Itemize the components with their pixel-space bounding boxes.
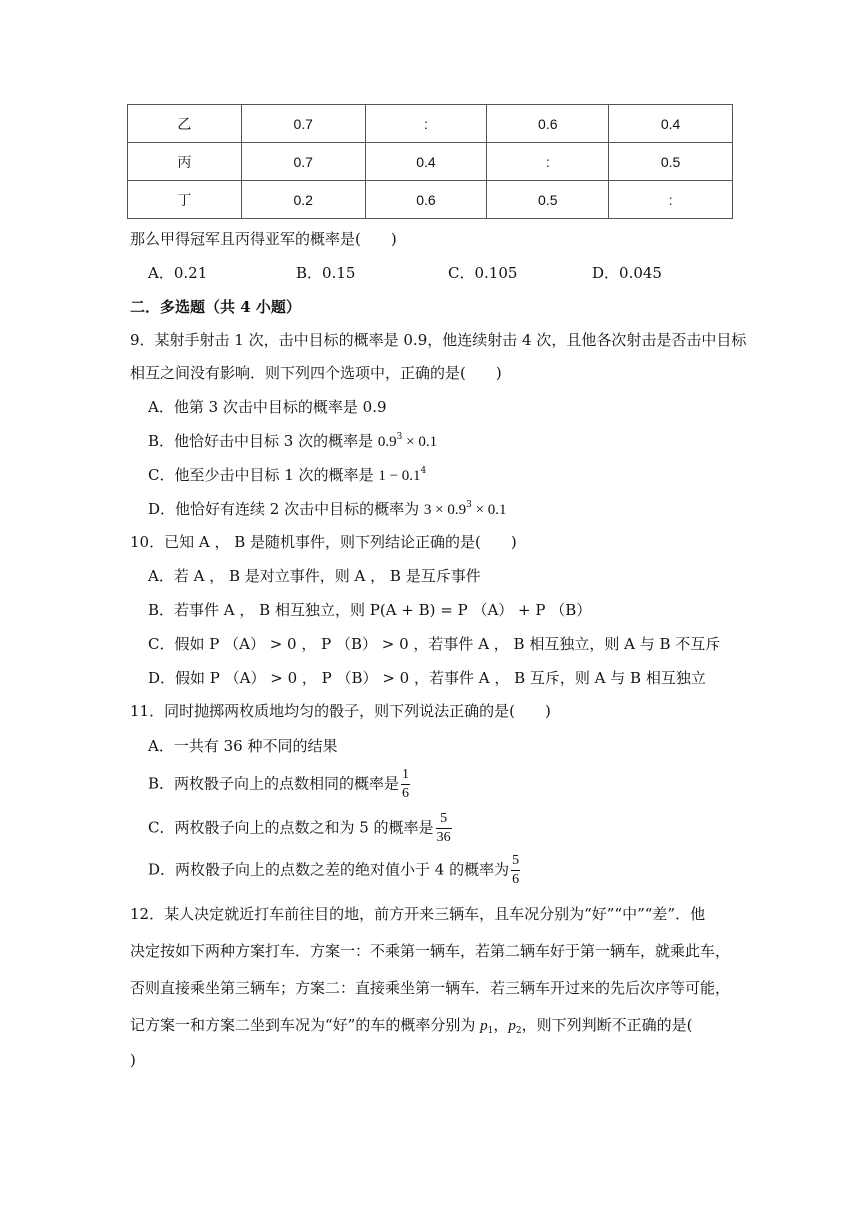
table-cell-player: 丙: [128, 143, 242, 181]
q9-option-d-text: D．他恰好有连续 2 次击中目标的概率为: [148, 500, 424, 518]
table-row: [128, 143, 733, 181]
fraction-numerator: 5: [511, 852, 520, 871]
q10-option-d: D．假如 P （A） > 0 ， P （B） > 0 ，若事件 A ， B 互斥，则 A 与 B 相互独立: [148, 669, 706, 687]
q9-option-b-text: B．他恰好击中目标 3 次的概率是: [148, 432, 378, 450]
q11-stem: 11．同时抛掷两枚质地均匀的骰子，则下列说法正确的是( ): [130, 702, 551, 720]
q9-option-d: [148, 499, 507, 520]
q12-line2: 决定按如下两种方案打车．方案一：不乘第一辆车，若第二辆车好于第一辆车，就乘此车，: [130, 942, 731, 960]
q11-option-c-text: C．两枚骰子向上的点数之和为 5 的概率是: [148, 818, 434, 837]
q8-stem: 那么甲得冠军且丙得亚军的概率是( ): [130, 230, 397, 248]
table-row: [128, 181, 733, 219]
q12-line4-tail: ，则下列判断不正确的是(: [521, 1016, 693, 1034]
q9-option-a: A．他第 3 次击中目标的概率是 0.9: [148, 398, 387, 416]
q11-option-d: [148, 852, 520, 889]
q11-option-b-text: B．两枚骰子向上的点数相同的概率是: [148, 774, 400, 793]
q11-option-c-fraction: [436, 810, 452, 847]
table-cell: 0.7: [241, 105, 365, 143]
p2-symbol: p: [508, 1018, 516, 1034]
q11-option-a: A．一共有 36 种不同的结果: [148, 737, 338, 755]
table-cell: 0.5: [609, 143, 733, 181]
q10-option-a: A．若 A ， B 是对立事件，则 A ， B 是互斥事件: [148, 567, 481, 585]
q8-options: [148, 262, 708, 282]
q11-option-c: [148, 810, 452, 847]
q8-option-c: C．0.105: [448, 264, 518, 282]
q9-option-b: [148, 431, 437, 452]
table-cell: :: [365, 105, 487, 143]
q9-option-b-tail: × 0.1: [402, 434, 438, 450]
fraction-numerator: 5: [436, 810, 452, 829]
fraction-denominator: 6: [512, 872, 520, 887]
table-cell: 0.2: [241, 181, 365, 219]
q9-option-c-expr: 1 − 0.1: [378, 468, 421, 484]
table-cell: 0.5: [487, 181, 609, 219]
q9-option-c-text: C．他至少击中目标 1 次的概率是: [148, 466, 379, 484]
q10-stem: 10．已知 A ， B 是随机事件，则下列结论正确的是( ): [130, 533, 517, 551]
table-cell: 0.4: [609, 105, 733, 143]
table-cell: 0.7: [241, 143, 365, 181]
q12-line4-text: 记方案一和方案二坐到车况为“好”的车的概率分别为: [130, 1016, 481, 1034]
q9-option-b-base: 0.9: [377, 434, 397, 450]
q9-line2: 相互之间没有影响．则下列四个选项中，正确的是( ): [130, 364, 502, 382]
q10-option-b: B．若事件 A ， B 相互独立，则 P(A + B) = P （A） + P （B）: [148, 601, 592, 619]
q9-option-d-expr: 3 × 0.9: [423, 502, 467, 518]
q11-option-d-text: D．两枚骰子向上的点数之差的绝对值小于 4 的概率为: [148, 860, 510, 879]
q12-line4: 记方案一和方案二坐到车况为“好”的车的概率分别为 $p_1$，$p_2$，则下列判断不正确的是(: [130, 1016, 693, 1036]
q11-option-b: [148, 766, 410, 803]
table-cell-player: 丁: [128, 181, 242, 219]
table-cell: :: [487, 143, 609, 181]
q11-option-b-fraction: [401, 766, 410, 803]
q9-option-b-exp: 3: [396, 432, 403, 442]
q8-option-b: B．0.15: [296, 264, 356, 282]
q10-option-c: C．假如 P （A） > 0 ， P （B） > 0 ，若事件 A ， B 相互独立，则 A 与 B 不互斥: [148, 635, 721, 653]
table-row: [128, 105, 733, 143]
p1-subscript: 1: [487, 1026, 494, 1036]
table-cell: 0.6: [487, 105, 609, 143]
section-title: 二．多选题（共 4 小题）: [130, 298, 301, 316]
q12-line3: 否则直接乘坐第三辆车；方案二：直接乘坐第一辆车．若三辆车开过来的先后次序等可能，: [130, 979, 731, 997]
q9-option-c: [148, 465, 426, 486]
table-cell: :: [609, 181, 733, 219]
fraction-denominator: 6: [402, 786, 410, 801]
q11-option-d-fraction: [511, 852, 520, 889]
probability-table: [127, 104, 733, 219]
q8-option-d: D．0.045: [592, 264, 662, 282]
q9-line1: 9．某射手射击 1 次，击中目标的概率是 0.9，他连续射击 4 次，且他各次射击是否击中目标: [130, 331, 747, 349]
fraction-denominator: 36: [436, 830, 451, 845]
q9-option-d-exp: 3: [466, 500, 472, 510]
table-cell: 0.4: [365, 143, 487, 181]
p2-subscript: 2: [515, 1026, 522, 1036]
q12-line1: 12．某人决定就近打车前往目的地，前方开来三辆车，且车况分别为“好”“中”“差”．他: [130, 905, 706, 923]
table-cell-player: 乙: [128, 105, 242, 143]
fraction-numerator: 1: [401, 766, 410, 785]
p1-symbol: p: [480, 1018, 488, 1034]
q9-option-d-tail: × 0.1: [471, 502, 507, 518]
table-body: [128, 105, 733, 219]
q8-option-a: A．0.21: [148, 264, 208, 282]
q12-line5: ): [130, 1051, 136, 1069]
table-cell: 0.6: [365, 181, 487, 219]
q9-option-c-exp: 4: [420, 466, 427, 476]
